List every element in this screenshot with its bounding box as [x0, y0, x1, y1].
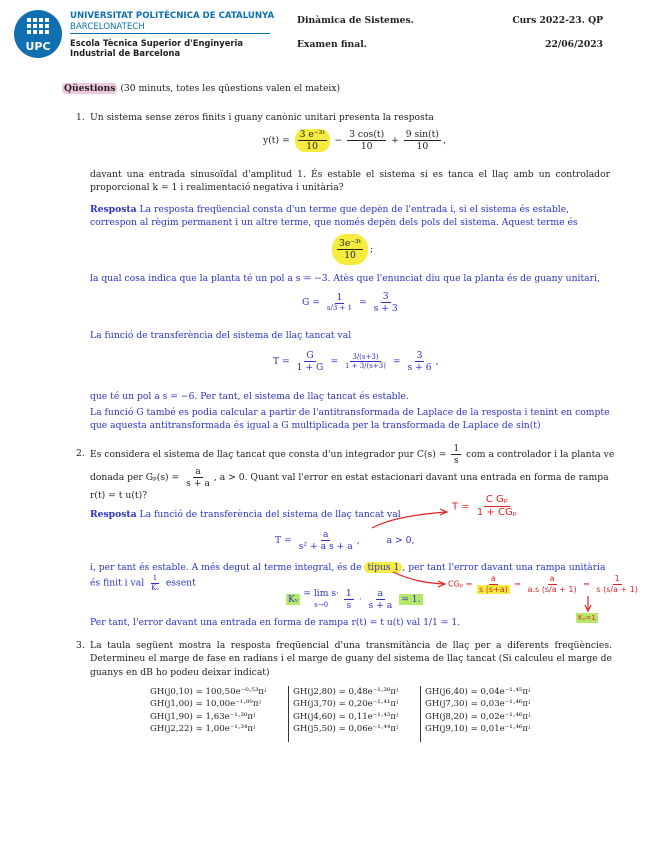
exam-title: Examen final.: [297, 39, 367, 50]
table-row: GH(j6,40) = 0,04e⁻¹·⁴⁵πʲ: [425, 687, 531, 697]
course-label: Curs 2022-23. QP: [512, 15, 603, 26]
q1-t-equation: T = $\frac{G}{1 + G}$ = $\frac{3/(s+3)}{1 + 3/(s+3)}$ = $\frac{3}{s + 6}$ ,: [273, 350, 439, 374]
table-row: GH(j1,00) = 10,00e⁻¹·⁰⁰πʲ: [150, 699, 261, 710]
table-row: GH(j2,80) = 0,48e⁻¹·³⁸πʲ: [293, 687, 399, 697]
answer-label: Resposta: [90, 509, 137, 520]
highlighted-term: $\frac{\text{3 e⁻³ᵗ}}{10}$: [295, 129, 330, 152]
university-name: UNIVERSITAT POLITÈCNICA DE CATALUNYA: [70, 11, 275, 21]
table-row: GH(j2,22) = 1,00e⁻¹·³⁴πʲ: [150, 724, 256, 735]
school-name-line2: Industrial de Barcelona: [70, 48, 181, 58]
answer-text: La resposta freqüencial consta d'un terme que depèn de l'entrada i, si el sistema és estable, correspon al règim permanent i un altre terme, que només depèn dels pols del sistema. Aquest terme és: [90, 204, 578, 229]
table-row: GH(j4,60) = 0,11e⁻¹·⁴³πʲ: [293, 711, 399, 722]
eq-lhs: y(t) =: [263, 135, 290, 147]
school-name-line1: Escola Tècnica Superior d'Enginyeria: [70, 38, 244, 48]
q2-answer-p2: i, per tant és estable. A més degut al terme integral, és de tipus 1 , per tant l'error davant una rampa unitària és finit i val $\frac{1}{\text{Kᵥ}}$ essent: [90, 562, 606, 592]
exam-date: 22/06/2023: [545, 39, 603, 50]
q1-statement: Un sistema sense zeros finits i guany canònic unitari presenta la resposta: [90, 112, 434, 123]
handwritten-t-formula: T = $\frac{\text{C Gₚ}}{\text{1 + CGₚ}}$: [452, 494, 517, 518]
header-rule: [70, 33, 270, 34]
q2-statement-line3: r(t) = t u(t)?: [90, 490, 148, 501]
section-note: (30 minuts, totes les qüestions valen el mateix): [120, 83, 341, 94]
q3-number: 3.: [76, 640, 85, 651]
q2-number: 2.: [76, 448, 85, 459]
q2-statement-line1: Es considera el sistema de llaç tancat que consta d'un integrador pur C(s) = $\frac{1}{s}$ com a controlador i la planta ve: [90, 443, 615, 467]
handwritten-cgp-formula: CGₚ = $\frac{a}{s (s+a)}$ = $\frac{a}{a.s (s/a + 1)}$ = $\frac{1}{s (s/a + 1)}$: [448, 574, 638, 594]
gh-table-col1: [150, 686, 266, 736]
upc-logo: [14, 10, 62, 58]
q1-answer-p3: La funció de transferència del sistema de llaç tancat val: [90, 330, 352, 341]
table-row: GH(j8,20) = 0,02e⁻¹·⁴⁶πʲ: [425, 711, 531, 722]
gh-table-col2: [293, 686, 398, 736]
university-tag: BARCELONATECH: [70, 22, 145, 32]
q1-highlight-fraction: $\frac{\text{3e⁻³ᵗ}}{10}$ ;: [330, 234, 373, 265]
section-label: Qüestions: [64, 83, 116, 94]
table-row: GH(j9,10) = 0,01e⁻¹·⁴⁶πʲ: [425, 724, 531, 735]
arrow-head-kv: [585, 605, 591, 611]
upc-logo-text: UPC: [25, 40, 51, 53]
subject-title: Dinàmica de Sistemes.: [297, 15, 414, 26]
q1-answer-p5: La funció G també es podia calcular a partir de l'antitransformada de Laplace de la resposta i tenint en compte que aquesta antitransformada és igual a G multiplicada per la transformada de Laplace de sin(t): [90, 407, 610, 432]
q1-answer-p1: [90, 203, 610, 230]
tipus-highlight: tipus 1: [364, 562, 402, 573]
table-divider: [288, 686, 289, 742]
q2-answer-p3: Per tant, l'error davant una entrada en forma de rampa r(t) = t u(t) val 1/1 = 1.: [90, 617, 461, 628]
q3-statement: La taula següent mostra la resposta freqüencial d'una transmitància de llaç per a diferents freqüències. Determineu el marge de fase en radians i el marge de guany del sistema de llaç tancat (Si calculeu el marge de guanys en dB ho podeu deixar indicat): [90, 640, 612, 678]
table-row: GH(j0,10) = 100,50e⁻⁰·⁵³πʲ: [150, 687, 267, 697]
q1-number: 1.: [76, 112, 85, 123]
handwritten-kv-result: Kᵥ=1: [578, 614, 596, 622]
q1-question: davant una entrada sinusoïdal d'amplitud 1. És estable el sistema si es tanca el llaç amb un controlador proporcional k = 1 i realimentació negativa i unitària?: [90, 169, 610, 194]
q1-g-equation: G = $\frac{1}{s/3 + 1}$ = $\frac{3}{s + 3}$: [302, 291, 398, 315]
gh-table-col3: [425, 686, 530, 736]
q2-kv-equation: Kᵥ = lim s· s→0 $\frac{1}{s}$ · $\frac{a}{s + a}$ = 1.: [288, 588, 421, 612]
q2-answer-p1: [90, 508, 490, 521]
answer-label: Resposta: [90, 204, 137, 215]
table-row: GH(j5,50) = 0,06e⁻¹·⁴⁴πʲ: [293, 724, 399, 735]
table-divider: [420, 686, 421, 742]
sin-term: $\frac{9 \sin(t)}{10}$: [405, 129, 439, 153]
answer-text: La funció de transferència del sistema de llaç tancat val: [139, 509, 401, 520]
op: −: [334, 135, 343, 147]
op: +: [391, 135, 399, 147]
table-row: GH(j1,90) = 1,63e⁻¹·³⁰πʲ: [150, 711, 256, 722]
q1-answer-p2: la qual cosa indica que la planta té un pol a s = −3. Atès que l'enunciat diu que la planta és de guany unitari,: [90, 273, 600, 284]
intro-line: [62, 82, 340, 95]
q1-answer-p4: que té un pol a s = −6. Per tant, el sistema de llaç tancat és estable.: [90, 391, 409, 402]
q1-response-equation: y(t) = $\frac{\text{3 e⁻³ᵗ}}{10}$ − $\frac{3 \cos(t)}{10}$ + $\frac{9 \sin(t)}{10}$ ,: [263, 129, 446, 153]
q2-statement-line2: donada per Gₚ(s) = $\frac{a}{s + a}$ , a > 0. Quant val l'error en estat estacionari davant una entrada en forma de rampa: [90, 466, 609, 490]
cos-term: $\frac{3 \cos(t)}{10}$: [349, 129, 385, 153]
table-row: GH(j7,30) = 0,03e⁻¹·⁴⁶πʲ: [425, 699, 531, 710]
table-row: GH(j3,70) = 0,20e⁻¹·⁴¹πʲ: [293, 699, 399, 710]
q2-t-equation: T = $\frac{a}{\text{s² + a s + a}}$ , a > 0,: [275, 529, 415, 553]
